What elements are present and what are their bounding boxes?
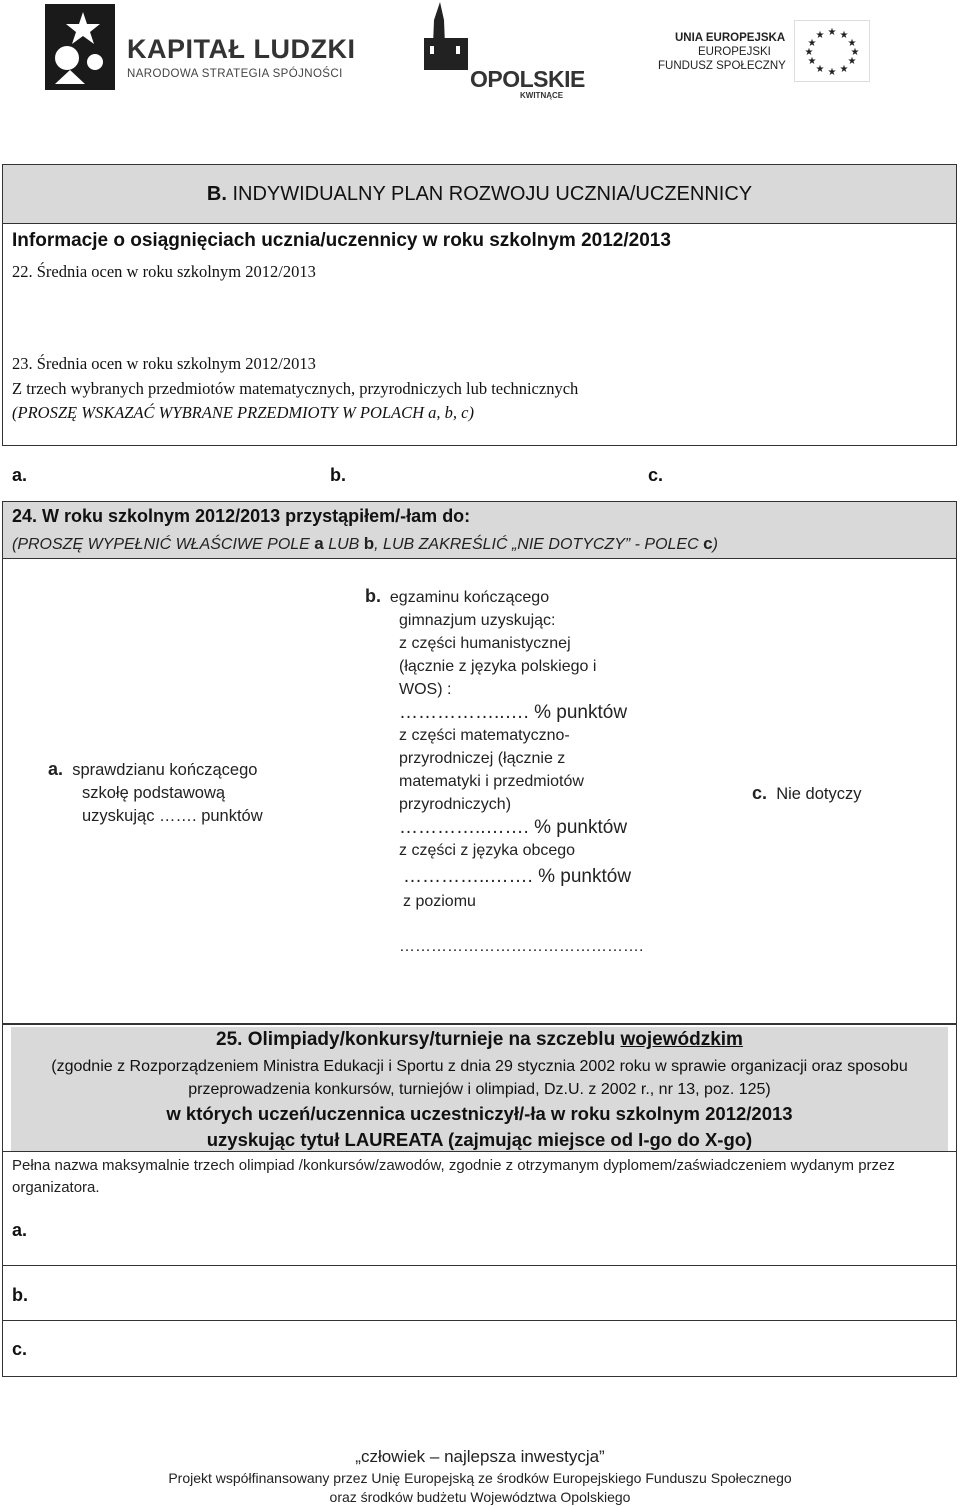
q23-option-c[interactable]: c. [648, 465, 664, 485]
q24-option-a-line2: szkołę podstawową [82, 784, 226, 802]
section-b-header [2, 164, 957, 224]
question-23-desc: Z trzech wybranych przedmiotów matematycznych, przyrodniczych lub technicznych [12, 379, 579, 398]
q24-option-a-line1 [48, 758, 288, 782]
q24-option-b-line10: przyrodniczych) [399, 796, 512, 813]
svg-text:★: ★ [807, 38, 817, 49]
svg-text:★: ★ [839, 30, 849, 41]
svg-text:★: ★ [815, 64, 825, 75]
q24-option-b-language-score: …………..……. % punktów [403, 866, 632, 887]
q24-instr-a: a [314, 534, 324, 553]
q24-option-a-letter: a. [48, 759, 64, 779]
question-22: 22. Średnia ocen w roku szkolnym 2012/2013 [12, 262, 316, 281]
q24-option-b-line3: z części humanistycznej [399, 635, 571, 652]
ue-line-3: FUNDUSZ SPOŁECZNY [658, 60, 786, 72]
q24-option-c-text: Nie dotyczy [776, 785, 862, 803]
q24-option-b-line9: matematyki i przedmiotów [399, 773, 584, 790]
q24-option-b-humanities-score: ……………..…. % punktów [399, 702, 628, 723]
q24-option-b-level-field: ………………………………………. [399, 938, 644, 955]
q25-divider-2 [2, 1320, 957, 1321]
kapital-ludzki-mark-icon [45, 4, 115, 90]
info-heading: Informacje o osiągnięciach ucznia/uczennicy w roku szkolnym 2012/2013 [12, 230, 671, 251]
q25-condition-line2: uzyskując tytuł LAUREATA (zajmując miejsce od I-go do X-go) [206, 1129, 753, 1150]
kapital-ludzki-title: KAPITAŁ LUDZKI [127, 34, 356, 64]
q24-option-b-line5: WOS) : [399, 681, 452, 698]
svg-text:★: ★ [847, 38, 857, 49]
svg-text:★: ★ [815, 30, 825, 41]
q24-option-c[interactable] [752, 783, 861, 804]
q24-option-b-line12: z części z języka obcego [399, 842, 576, 859]
q24-option-b-letter: b. [365, 586, 381, 606]
q24-option-b-text1: egzaminu kończącego [389, 589, 550, 606]
q25-title-level: wojewódzkim [620, 1029, 743, 1050]
q24-instr-b: b [363, 534, 375, 553]
q24-option-a-text1: sprawdzianu kończącego [72, 761, 258, 779]
footer-slogan: „człowiek – najlepsza inwestycja” [355, 1447, 605, 1466]
q24-option-b[interactable] [365, 585, 644, 958]
q24-option-a[interactable] [48, 758, 288, 828]
q24-option-c-letter: c. [752, 783, 768, 803]
q24-option-b-line2: gimnazjum uzyskując: [399, 612, 556, 629]
q24-instr-1: (PROSZĘ WYPEŁNIĆ WŁAŚCIWE POLE [12, 536, 315, 553]
opolskie-tower-icon [420, 0, 480, 70]
q23-option-b[interactable]: b. [330, 465, 346, 485]
kapital-ludzki-logo [45, 4, 375, 90]
section-b-letter: B. [206, 183, 227, 205]
q24-option-b-line14: z poziomu [403, 893, 476, 910]
svg-text:★: ★ [847, 56, 857, 67]
svg-text:★: ★ [827, 27, 837, 38]
svg-text:★: ★ [850, 47, 860, 58]
question-23-instruction: (PROSZĘ WSKAZAĆ WYBRANE PRZEDMIOTY W POLACH a, b, c) [12, 403, 474, 422]
opolskie-name: OPOLSKIE [470, 66, 585, 92]
q24-option-b-math-score: …………..……. % punktów [399, 817, 628, 838]
q24-option-b-line1 [365, 585, 640, 609]
q25-legal-line1: (zgodnie z Rozporządzeniem Ministra Edukacji i Sportu z dnia 29 stycznia 2002 roku w sprawie organizacji oraz sposobu [51, 1058, 908, 1075]
q24-option-b-line8: przyrodniczej (łącznie z [399, 750, 566, 767]
q25-note: Pełna nazwa maksymalnie trzech olimpiad /konkursów/zawodów, zgodnie z otrzymanym dyplomem/zaświadczeniem wydanym przez organizatora. [12, 1157, 895, 1196]
section-b-title-line [3, 183, 956, 206]
q24-instruction [12, 534, 718, 554]
svg-text:★: ★ [807, 56, 817, 67]
q25-title [3, 1029, 956, 1051]
q24-option-b-line7: z części matematyczno- [399, 727, 570, 744]
svg-text:★: ★ [804, 47, 814, 58]
q25-divider-1 [2, 1265, 957, 1266]
kapital-ludzki-subtitle: NARODOWA STRATEGIA SPÓJNOŚCI [127, 68, 343, 80]
q25-header [2, 1024, 957, 1152]
q25-option-a[interactable]: a. [12, 1220, 28, 1240]
question-23-title: 23. Średnia ocen w roku szkolnym 2012/2013 [12, 354, 316, 373]
q25-option-b[interactable]: b. [12, 1285, 28, 1305]
q25-condition-line1: w których uczeń/uczennica uczestniczył/-ła w roku szkolnym 2012/2013 [166, 1103, 793, 1124]
ue-line-2: EUROPEJSKI [698, 46, 771, 58]
q24-option-a-line3: uzyskując ……. punktów [82, 807, 263, 825]
q24-option-b-line4: (łącznie z języka polskiego i [399, 658, 597, 675]
svg-text:★: ★ [839, 64, 849, 75]
ue-line-1: UNIA EUROPEJSKA [675, 32, 786, 44]
ue-logo [658, 20, 868, 80]
q25-legal-line2: przeprowadzenia konkursów, turniejów i olimpiad, Dz.U. z 2002 r., nr 13, poz. 125) [188, 1081, 771, 1098]
q24-instr-c: c [703, 534, 713, 553]
footer-funding-line1: Projekt współfinansowany przez Unię Europejską ze środków Europejskiego Funduszu Społecznego [168, 1470, 792, 1486]
eu-flag-icon [794, 20, 870, 82]
q24-instr-2: LUB [323, 536, 364, 553]
svg-text:★: ★ [827, 67, 837, 78]
q25-option-c[interactable]: c. [12, 1339, 28, 1359]
q24-instr-4: ) [712, 536, 718, 553]
section-b-title: INDYWIDUALNY PLAN ROZWOJU UCZNIA/UCZENNICY [232, 183, 753, 205]
opolskie-logo [420, 0, 585, 100]
q24-instr-3: , LUB ZAKREŚLIĆ „NIE DOTYCZY” - POLEC [374, 536, 704, 553]
q25-title-prefix: 25. Olimpiady/konkursy/turnieje na szczeblu [216, 1029, 621, 1050]
footer-funding-line2: oraz środków budżetu Województwa Opolskiego [329, 1489, 631, 1505]
opolskie-subtitle: KWITNĄCE [520, 91, 564, 100]
q24-title: 24. W roku szkolnym 2012/2013 przystąpiłem/-łam do: [12, 506, 471, 526]
q23-option-a[interactable]: a. [12, 465, 28, 485]
